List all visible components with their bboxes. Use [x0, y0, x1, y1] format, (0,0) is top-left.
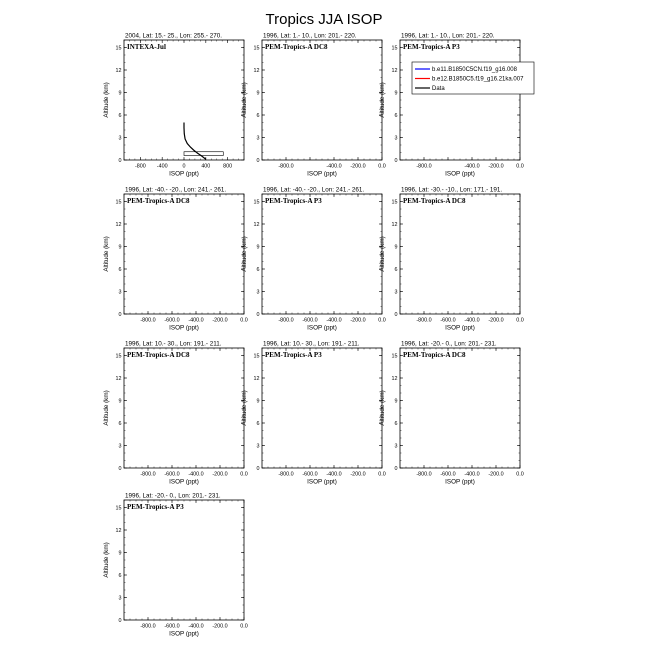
y-axis-label: Altitude (km): [103, 82, 110, 118]
plot-frame: [400, 348, 520, 468]
y-tick-label: 9: [256, 244, 260, 251]
panel-subtitle: 2004, Lat: 15.- 25., Lon: 255.- 270.: [125, 32, 222, 40]
x-tick-label: -600.0: [440, 471, 456, 478]
y-axis-label: Altitude (km): [103, 236, 110, 272]
y-tick-label: 12: [115, 376, 122, 382]
panel-7: [103, 341, 248, 486]
y-axis-label: Altitude (km): [103, 542, 110, 578]
y-tick-label: 9: [394, 244, 398, 251]
x-tick-label: -800.0: [140, 623, 156, 630]
y-tick-label: 3: [118, 289, 122, 296]
x-tick-label: -400.0: [464, 471, 480, 478]
x-tick-label: -400.0: [464, 317, 480, 324]
x-tick-label: -800.0: [416, 471, 432, 478]
campaign-label: PEM-Tropics-A P3: [403, 43, 460, 51]
y-axis-label: Altitude (km): [241, 390, 248, 426]
y-tick-label: 12: [115, 528, 122, 534]
x-axis-label: ISOP (ppt): [169, 324, 199, 332]
panel-subtitle: 1996, Lat: -20.- 0., Lon: 201.- 231.: [401, 340, 497, 348]
y-axis-label: Altitude (km): [103, 390, 110, 426]
y-tick-label: 6: [394, 421, 398, 427]
campaign-label: PEM-Tropics-A DC8: [127, 197, 190, 205]
y-tick-label: 6: [118, 113, 122, 119]
y-tick-label: 0: [256, 158, 260, 164]
y-tick-label: 6: [394, 113, 398, 119]
x-axis-label: ISOP (ppt): [445, 478, 475, 486]
campaign-label: INTEXA-Jul: [127, 43, 166, 51]
y-tick-label: 0: [118, 618, 122, 624]
y-tick-label: 6: [256, 113, 260, 119]
x-axis-label: ISOP (ppt): [307, 478, 337, 486]
y-tick-label: 15: [115, 45, 122, 52]
y-tick-label: 6: [394, 267, 398, 273]
y-tick-label: 6: [118, 573, 122, 579]
campaign-label: PEM-Tropics-A DC8: [403, 351, 466, 359]
y-tick-label: 6: [118, 267, 122, 273]
panel-8: [241, 341, 386, 486]
plot-frame: [124, 500, 244, 620]
plot-frame: [124, 194, 244, 314]
panel-subtitle: 1996, Lat: -40.- -20., Lon: 241.- 261.: [263, 186, 365, 194]
y-tick-label: 15: [253, 199, 260, 206]
y-tick-label: 3: [256, 289, 260, 296]
y-axis-label: Altitude (km): [241, 236, 248, 272]
y-tick-label: 9: [256, 90, 260, 97]
plot-frame: [124, 348, 244, 468]
y-axis-label: Altitude (km): [241, 82, 248, 118]
plot-frame: [262, 194, 382, 314]
campaign-label: PEM-Tropics-A DC8: [265, 43, 328, 51]
y-tick-label: 15: [391, 199, 398, 206]
x-tick-label: -600.0: [440, 317, 456, 324]
y-tick-label: 6: [256, 267, 260, 273]
campaign-label: PEM-Tropics-A P3: [265, 351, 322, 359]
y-tick-label: 3: [118, 443, 122, 450]
x-tick-label: -200.0: [488, 471, 504, 478]
plot-frame: [124, 40, 244, 160]
x-axis-label: ISOP (ppt): [169, 478, 199, 486]
x-tick-label: 800: [223, 163, 233, 170]
y-tick-label: 9: [394, 90, 398, 97]
panel-subtitle: 1996, Lat: -40.- -20., Lon: 241.- 261.: [125, 186, 227, 194]
panel-subtitle: 1996, Lat: 1.- 10., Lon: 201.- 220.: [263, 32, 357, 40]
panel-subtitle: 1996, Lat: 10.- 30., Lon: 191.- 211.: [263, 340, 360, 348]
x-tick-label: 0.0: [516, 317, 524, 324]
y-tick-label: 9: [118, 550, 122, 557]
y-tick-label: 12: [115, 222, 122, 228]
campaign-label: PEM-Tropics-A DC8: [127, 351, 190, 359]
legend-entry: Data: [432, 86, 445, 92]
x-tick-label: -800.0: [278, 163, 294, 170]
x-tick-label: -800.0: [140, 471, 156, 478]
panel-subtitle: 1996, Lat: -20.- 0., Lon: 201.- 231.: [125, 492, 221, 500]
x-tick-label: 0.0: [240, 317, 248, 324]
y-tick-label: 0: [394, 466, 398, 472]
x-tick-label: -400.0: [326, 471, 342, 478]
y-tick-label: 3: [256, 135, 260, 142]
plot-frame: [400, 194, 520, 314]
y-tick-label: 3: [118, 135, 122, 142]
y-tick-label: 15: [391, 45, 398, 52]
x-axis-label: ISOP (ppt): [169, 170, 199, 178]
y-tick-label: 12: [115, 68, 122, 74]
plot-frame: [400, 40, 520, 160]
y-tick-label: 0: [118, 466, 122, 472]
x-tick-label: 400: [201, 163, 211, 170]
y-tick-label: 15: [115, 353, 122, 360]
figure-title: Tropics JJA ISOP: [265, 11, 383, 28]
series-line-data: [184, 123, 206, 160]
x-tick-label: 0.0: [240, 471, 248, 478]
x-tick-label: -400.0: [464, 163, 480, 170]
x-tick-label: -200.0: [350, 317, 366, 324]
panel-10: [103, 493, 248, 638]
x-axis-label: ISOP (ppt): [445, 324, 475, 332]
y-tick-label: 15: [253, 45, 260, 52]
y-tick-label: 15: [115, 199, 122, 206]
campaign-label: PEM-Tropics-A P3: [265, 197, 322, 205]
y-tick-label: 12: [391, 222, 398, 228]
x-tick-label: -800.0: [278, 471, 294, 478]
y-tick-label: 9: [118, 244, 122, 251]
panel-3: [379, 33, 534, 178]
x-tick-label: -200.0: [212, 317, 228, 324]
y-tick-label: 9: [256, 398, 260, 405]
y-tick-label: 0: [256, 466, 260, 472]
plot-frame: [262, 348, 382, 468]
y-tick-label: 3: [118, 595, 122, 602]
panel-4: [103, 187, 248, 332]
y-tick-label: 15: [253, 353, 260, 360]
x-tick-label: 0.0: [516, 471, 524, 478]
panel-1: [103, 33, 244, 178]
panel-6: [379, 187, 524, 332]
y-tick-label: 0: [118, 312, 122, 318]
y-axis-label: Altitude (km): [379, 82, 386, 118]
y-tick-label: 6: [118, 421, 122, 427]
x-tick-label: 0.0: [240, 623, 248, 630]
y-tick-label: 12: [253, 68, 260, 74]
y-tick-label: 12: [391, 376, 398, 382]
x-tick-label: 0: [182, 163, 186, 170]
x-tick-label: 0.0: [378, 317, 386, 324]
y-tick-label: 12: [391, 68, 398, 74]
data-range-box: [184, 152, 223, 156]
x-tick-label: -600.0: [302, 317, 318, 324]
x-tick-label: -800.0: [278, 317, 294, 324]
x-tick-label: -400.0: [188, 471, 204, 478]
y-tick-label: 0: [256, 312, 260, 318]
panel-subtitle: 1996, Lat: 10.- 30., Lon: 191.- 211.: [125, 340, 222, 348]
x-tick-label: -600.0: [164, 317, 180, 324]
legend-entry: b.e11.B1850C5CN.f19_g16.008: [432, 67, 517, 73]
y-tick-label: 3: [394, 135, 398, 142]
y-tick-label: 3: [394, 443, 398, 450]
y-tick-label: 9: [118, 398, 122, 405]
y-tick-label: 0: [394, 158, 398, 164]
campaign-label: PEM-Tropics-A DC8: [403, 197, 466, 205]
x-tick-label: -400.0: [188, 623, 204, 630]
x-axis-label: ISOP (ppt): [445, 170, 475, 178]
x-tick-label: -400.0: [326, 163, 342, 170]
y-tick-label: 3: [256, 443, 260, 450]
x-axis-label: ISOP (ppt): [307, 324, 337, 332]
x-tick-label: -600.0: [302, 471, 318, 478]
x-tick-label: -200.0: [488, 317, 504, 324]
x-tick-label: -200.0: [350, 471, 366, 478]
campaign-label: PEM-Tropics-A P3: [127, 503, 184, 511]
panel-2: [241, 33, 386, 178]
legend: [412, 62, 534, 94]
plot-frame: [262, 40, 382, 160]
x-tick-label: -200.0: [488, 163, 504, 170]
panel-subtitle: 1996, Lat: -30.- -10., Lon: 171.- 191.: [401, 186, 503, 194]
x-tick-label: -800: [134, 163, 146, 170]
y-tick-label: 3: [394, 289, 398, 296]
x-tick-label: 0.0: [378, 471, 386, 478]
x-tick-label: -600.0: [164, 623, 180, 630]
x-tick-label: -200.0: [350, 163, 366, 170]
panel-5: [241, 187, 386, 332]
panel-9: [379, 341, 524, 486]
y-tick-label: 9: [118, 90, 122, 97]
x-tick-label: -800.0: [416, 163, 432, 170]
y-tick-label: 9: [394, 398, 398, 405]
y-tick-label: 15: [115, 505, 122, 512]
x-tick-label: 0.0: [516, 163, 524, 170]
x-tick-label: -400.0: [188, 317, 204, 324]
panel-subtitle: 1996, Lat: 1.- 10., Lon: 201.- 220.: [401, 32, 495, 40]
x-tick-label: -800.0: [140, 317, 156, 324]
x-tick-label: -400.0: [326, 317, 342, 324]
y-tick-label: 6: [256, 421, 260, 427]
y-tick-label: 15: [391, 353, 398, 360]
x-tick-label: -600.0: [164, 471, 180, 478]
x-tick-label: -400: [156, 163, 168, 170]
y-axis-label: Altitude (km): [379, 390, 386, 426]
x-axis-label: ISOP (ppt): [169, 630, 199, 638]
x-tick-label: -800.0: [416, 317, 432, 324]
x-tick-label: -200.0: [212, 623, 228, 630]
legend-entry: b.e12.B1850C5.f19_g16.21ka.007: [432, 76, 524, 83]
y-tick-label: 12: [253, 376, 260, 382]
y-tick-label: 0: [394, 312, 398, 318]
x-tick-label: -200.0: [212, 471, 228, 478]
x-axis-label: ISOP (ppt): [307, 170, 337, 178]
y-tick-label: 12: [253, 222, 260, 228]
panels: [103, 33, 534, 638]
y-tick-label: 0: [118, 158, 122, 164]
y-axis-label: Altitude (km): [379, 236, 386, 272]
x-tick-label: 0.0: [378, 163, 386, 170]
